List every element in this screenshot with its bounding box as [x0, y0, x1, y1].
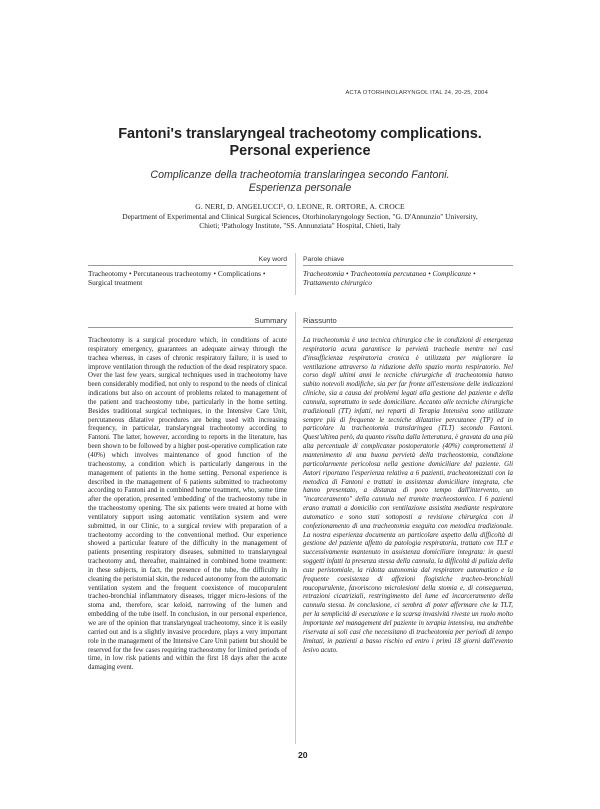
parole-chiave-heading: Parole chiave [303, 256, 345, 263]
article-subtitle-line2: Esperienza personale [248, 181, 352, 194]
parole-chiave-rule [303, 265, 513, 266]
abstract-column-divider [295, 312, 296, 744]
article-title-line2: Personal experience [229, 143, 371, 159]
riassunto-heading: Riassunto [303, 316, 337, 325]
article-title [88, 126, 512, 160]
page-number: 20 [298, 750, 308, 760]
affiliation-line2: Chieti; ¹Pathology Institute, "SS. Annunziata" Hospital, Chieti, Italy [199, 221, 401, 230]
authors: G. NERI, D. ANGELUCCI¹, O. LEONE, R. ORTORE, A. CROCE [195, 202, 405, 211]
affiliation-line1: Department of Experimental and Clinical Surgical Sciences, Otorhinolaryngology Section, "G. D'Annunzio" University, [122, 212, 478, 221]
summary-heading: Summary [254, 316, 287, 325]
summary-text: Tracheotomy is a surgical procedure which, in conditions of acute respiratory emergency, guarantees an adequate airway through the trachea whereas, in cases of chronic respiratory failure, it is used to improve ventilation through the reduction of the dead respiratory space. Over the last few years, surgical techniques used in tracheotomy have been considerably modified, not only to respond to the needs of clinical indications but also on account of problems related to management of the patient and tracheostomy tube, particularly in the home setting. Besides traditional surgical techniques, in the Intensive Care Unit, percutaneous dilatative procedures are being used with increasing frequency, in particular, translaryngeal tracheotomy according to Fantoni. The latter, however, according to reports in the literature, has been shown to be followed by a higher post-operative complication rate (40%) which involves maintenance of good function of the tracheostomy, a condition which is particularly dangerous in the management of patients in the home setting. Personal experience is described in the management of 6 patients submitted to tracheotomy according to Fantoni and in combined home treatment, who, some time after the operation, presented 'embedding' of the tracheostomy tube in the tracheostomy opening. The six patients were treated at home with ventilatory support using automatic ventilation system and were submitted, in our Clinic, to a surgical review with preparation of a tracheotomy according to the conventional method. Our experience showed a particular feature of the difficulty in the management of patients presenting respiratory diseases, submitted to translaryngeal tracheotomy and, thereafter, maintained in combined home treatment: in these subjects, in fact, the presence of the tube, the difficulty in cleaning the peristomial skin, the reduced autonomy from the automatic ventilation system and the frequent coexistence of mucopurulent tracheo-bronchial inflammatory diseases, trigger micro-lesions of the stoma and, therefore, scar keloid, narrowing of the lumen and embedding of the tube itself. In conclusion, in our personal experience, we are of the opinion that translaryngeal tracheotomy, since it is easily carried out and is a slightly invasive procedure, plays a very important role in the management of the Intensive Care Unit patient but should be reserved for the few cases requiring tracheostomy for limited periods of time, in low risk patients and within the first 18 days after the acute damaging event. [88, 337, 287, 672]
affiliation [88, 212, 512, 230]
keywords-heading: Key word [258, 256, 287, 263]
keywords-column-divider [295, 253, 296, 295]
article-subtitle-line1: Complicanze della tracheotomia translaringea secondo Fantoni. [150, 169, 450, 181]
keywords-text: Tracheotomy • Percutaneous tracheotomy • Complications • Surgical treatment [88, 269, 266, 288]
article-subtitle [88, 169, 512, 194]
riassunto-rule [303, 327, 513, 328]
keywords-rule [88, 265, 287, 266]
article-title-line1: Fantoni's translaryngeal tracheotomy complications. [118, 126, 482, 142]
riassunto-text: La tracheotomia è una tecnica chirurgica che in condizioni di emergenza respiratoria acuta garantisce la pervietà tracheale mentre nei casi d'insufficienza respiratoria cronica è utilizzata per migliorare la ventilazione attraverso la riduzione dello spazio morto respiratorio. Nel corso degli ultimi anni le tecniche chirurgiche di tracheotomia hanno subito notevoli modifiche, sia per far fronte all'estensione delle indicazioni cliniche, sia a causa dei problemi legati alla gestione del paziente e della cannula, soprattutto in sede domiciliare. Accanto alle tecniche chirurgiche tradizionali (TT) infatti, nei reparti di Terapia Intensiva sono utilizzate sempre più di frequente le tecniche dilatative percutanee (TP) ed in particolare la tracheotomia translaringea (TLT) secondo Fantoni. Quest'ultima però, da quanto risulta dalla letteratura, è gravata da una più alta percentuale di complicanze postoperatorie (40%) compromettenti il mantenimento di una buona pervietà della tracheostomia, condizione particolarmente pericolosa nella gestione domiciliare del paziente. Gli Autori riportano l'esperienza relativa a 6 pazienti, tracheotomizzati con la metodica di Fantoni e trattati in assistenza domiciliare integrata, che hanno presentato, a distanza di poco tempo dall'intervento, un "incarceramento" della cannula nel tramite tracheostomico. I 6 pazienti erano trattati a domicilio con ventilazione assistita mediante respiratore automatico e sono stati sottoposti a revisione chirurgica con il confezionamento di una tracheotomia eseguita con metodica tradizionale. La nostra esperienza documenta un particolare aspetto della difficoltà di gestione del paziente affetto da patologia respiratoria, trattato con TLT e successivamente mantenuto in assistenza domiciliare integrata: in questi soggetti infatti la presenza stessa della cannula, la difficoltà di pulizia della cute peristomiale, la ridotta autonomia dal respiratore automatico e la frequente coesistenza di affezioni flogistiche tracheo-bronchiali mucopurulente, favoriscono microlesioni della stomia e, di conseguenza, retrazioni cicatriziali, restringimento del lume ed incarceramento della cannula stessa. In conclusione, ci sembra di poter affermare che la TLT, per la semplicità di esecuzione e la scarsa invasività riveste un ruolo molto importante nel management del paziente in terapia intensiva, ma andrebbe riservata ai soli casi che necessitano di tracheotomia per periodi di tempo limitati, in pazienti a basso rischio ed entro i primi 18 giorni dall'evento lesivo acuto. [303, 337, 513, 654]
parole-chiave-text: Tracheotomia • Tracheotomia percutanea • Complicanze • Trattamento chirurgico [303, 269, 476, 288]
journal-header: ACTA OTORHINOLARYNGOL ITAL 24, 20-25, 2004 [345, 90, 488, 96]
summary-rule [88, 327, 287, 328]
